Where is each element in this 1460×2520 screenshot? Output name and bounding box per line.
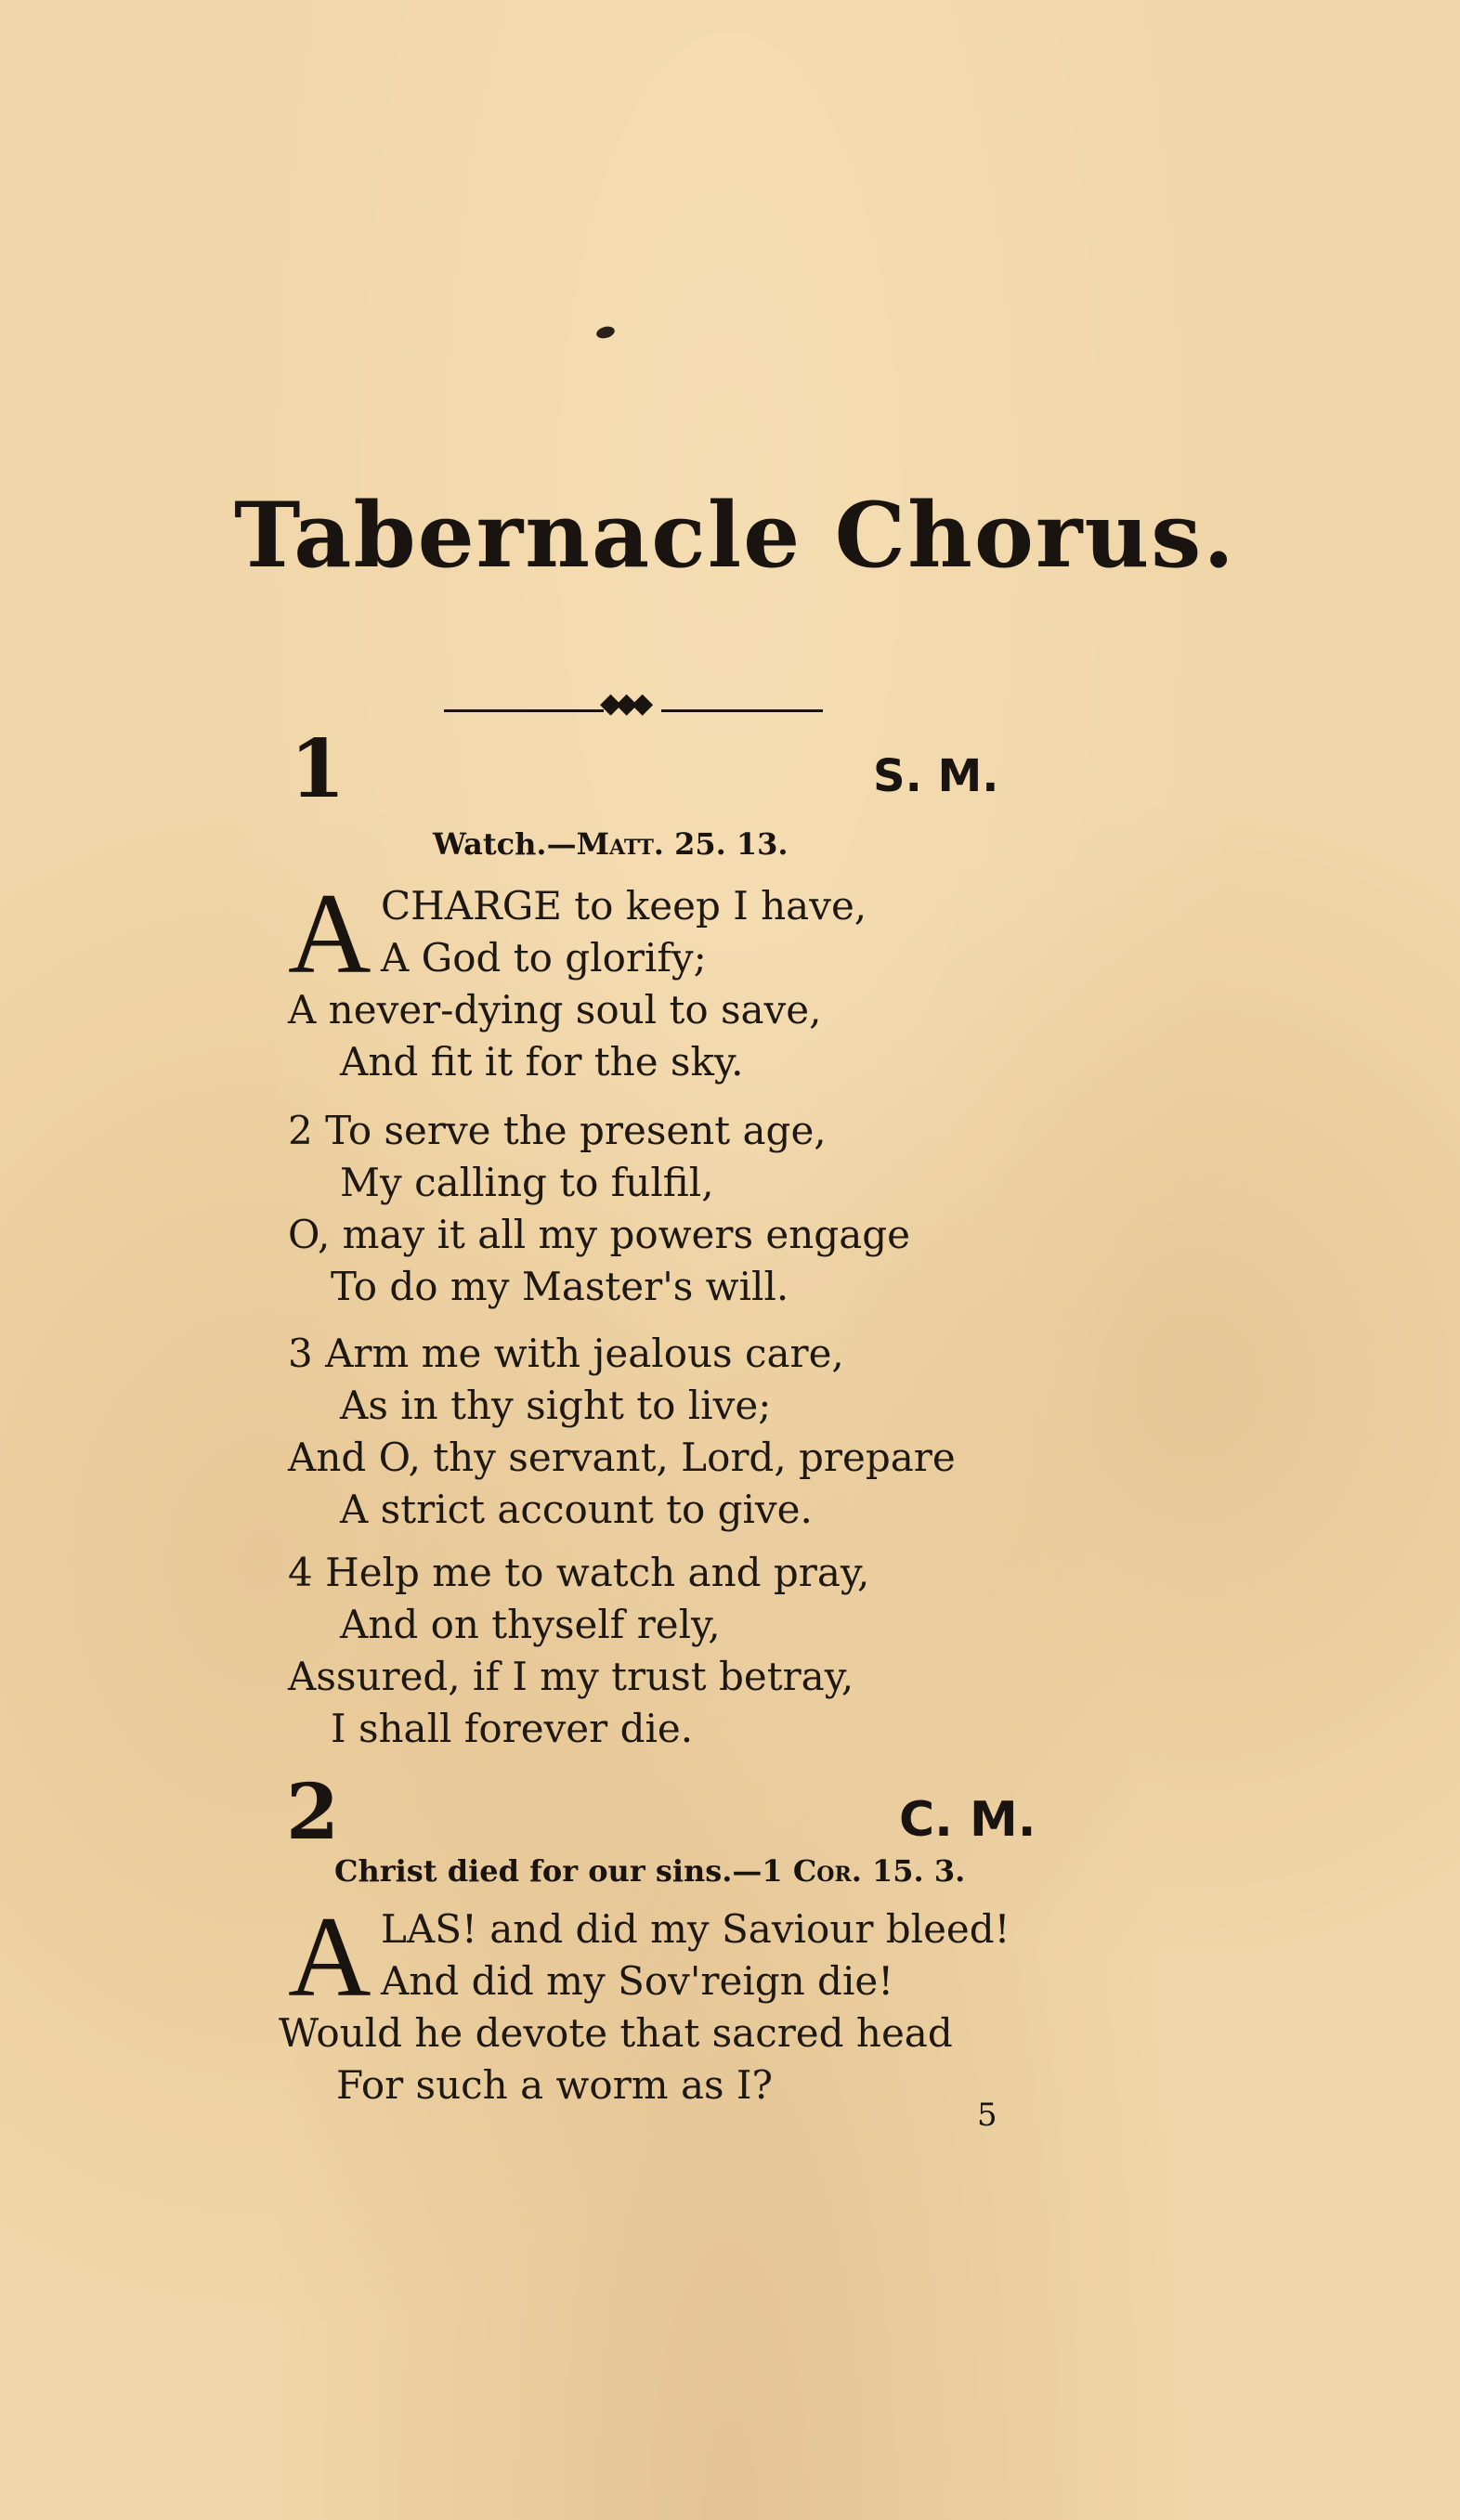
title-ornament-rule — [444, 687, 823, 720]
hymn-heading-reference: Matt. 25. 13. — [576, 826, 789, 862]
verse-line: O, may it all my powers engage — [288, 1212, 910, 1257]
hymn-heading-reference: Cor. 15. 3. — [792, 1853, 966, 1889]
page-title: Tabernacle Chorus. — [234, 483, 1236, 588]
verse-line: I shall forever die. — [331, 1706, 694, 1751]
verse-line: A strict account to give. — [340, 1487, 813, 1532]
verse-line: As in thy sight to live; — [340, 1383, 772, 1428]
page-number: 5 — [977, 2097, 997, 2134]
verse-line: Would he devote that sacred head — [279, 2010, 953, 2056]
verse-line: And on thyself rely, — [340, 1602, 721, 1647]
hymn-heading — [334, 1853, 965, 1889]
hymn-heading — [433, 826, 789, 862]
hymn-number: 2 — [286, 1768, 340, 1857]
verse-line: 2 To serve the present age, — [288, 1108, 827, 1153]
hymn-meter: S. M. — [873, 750, 999, 802]
ink-speck — [595, 325, 616, 341]
verse-line: A God to glorify; — [381, 935, 707, 981]
ornament-line-left — [444, 709, 604, 712]
verse-line: And O, thy servant, Lord, prepare — [288, 1435, 956, 1480]
verse-line: For such a worm as I? — [336, 2062, 774, 2108]
verse-line: To do my Master's will. — [331, 1264, 789, 1309]
hymn-heading-text: Christ died for our sins.—1 — [334, 1853, 793, 1889]
drop-cap: A — [288, 1893, 372, 2020]
hymn-number: 1 — [290, 722, 345, 816]
diamond-ornament-icon: ◆◆◆ — [600, 687, 648, 720]
hymn-meter: C. M. — [899, 1792, 1036, 1848]
verse-line: A never-dying soul to save, — [288, 987, 822, 1033]
verse-line: Assured, if I my trust betray, — [288, 1654, 854, 1699]
ornament-line-right — [661, 709, 823, 712]
verse-line: LAS! and did my Saviour bleed! — [381, 1906, 1010, 1952]
verse-line: My calling to fulfil, — [340, 1160, 714, 1205]
hymn-heading-text: Watch.— — [433, 826, 577, 862]
verse-line: 4 Help me to watch and pray, — [288, 1550, 870, 1595]
verse-line: And fit it for the sky. — [340, 1039, 744, 1085]
verse-line: 3 Arm me with jealous care, — [288, 1331, 844, 1376]
verse-line: CHARGE to keep I have, — [381, 883, 867, 929]
verse-line: And did my Sov'reign die! — [381, 1958, 894, 2004]
drop-cap: A — [288, 870, 372, 997]
